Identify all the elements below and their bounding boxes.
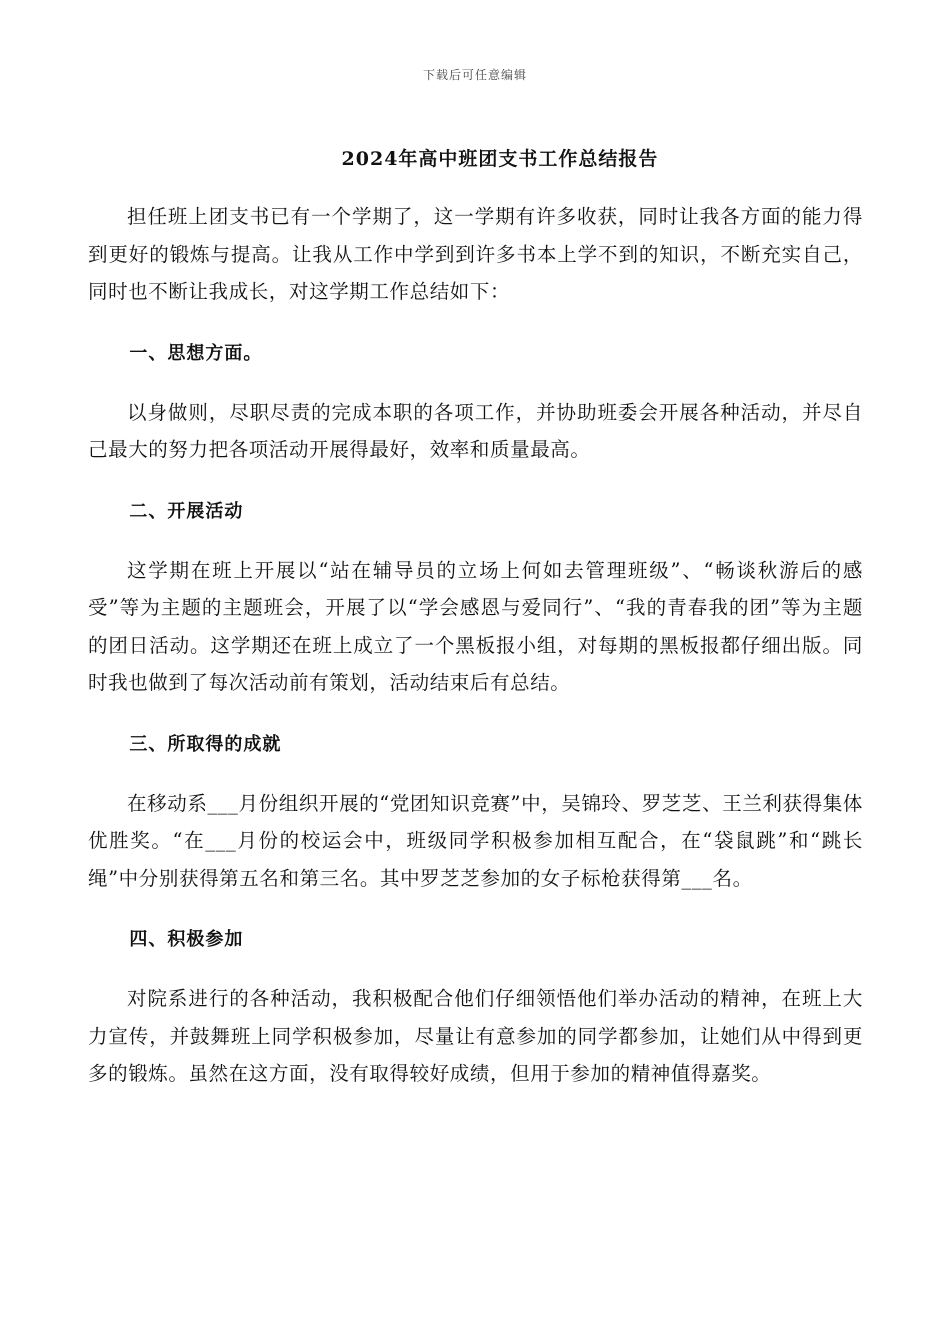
document-body [88,198,863,1093]
section-body-3: 在移动系___月份组织开展的“党团知识竞赛”中，吴锦玲、罗芝芝、王兰利获得集体优胜奖。“在___月份的校运会中，班级同学积极参加相互配合，在“袋鼠跳”和“跳长绳”中分别获得第五名和第三名。其中罗芝芝参加的女子标枪获得第___名。 [88,791,863,890]
intro-paragraph: 担任班上团支书已有一个学期了，这一学期有许多收获，同时让我各方面的能力得到更好的锻炼与提高。让我从工作中学到到许多书本上学不到的知识，不断充实自己，同时也不断让我成长，对这学期工作总结如下： [88,205,863,303]
section-heading-2: 二、开展活动 [129,500,244,522]
section-heading-3: 三、所取得的成就 [129,733,282,755]
section-body-2: 这学期在班上开展以“站在辅导员的立场上何如去管理班级”、“畅谈秋游后的感受”等为主题的主题班会，开展了以“学会感恩与爱同行”、“我的青春我的团”等为主题的团日活动。这学期还在班上成立了一个黑板报小组，对每期的黑板报都仔细出版。同时我也做到了每次活动前有策划，活动结束后有总结。 [88,558,863,694]
header-note: 下载后可任意编辑 [422,68,527,82]
section-heading-4: 四、积极参加 [129,929,244,950]
document-title: 2024年高中班团支书工作总结报告 [341,148,659,170]
section-heading-1: 一、思想方面。 [129,342,263,364]
section-body-4: 对院系进行的各种活动，我积极配合他们仔细领悟他们举办活动的精神，在班上大力宣传，并鼓舞班上同学积极参加，尽量让有意参加的同学都参加，让她们从中得到更多的锻炼。虽然在这方面，没有取得较好成绩，但用于参加的精神值得嘉奖。 [88,987,863,1085]
section-body-1: 以身做则，尽职尽责的完成本职的各项工作，并协助班委会开展各种活动，并尽自己最大的努力把各项活动开展得最好，效率和质量最高。 [88,400,863,461]
